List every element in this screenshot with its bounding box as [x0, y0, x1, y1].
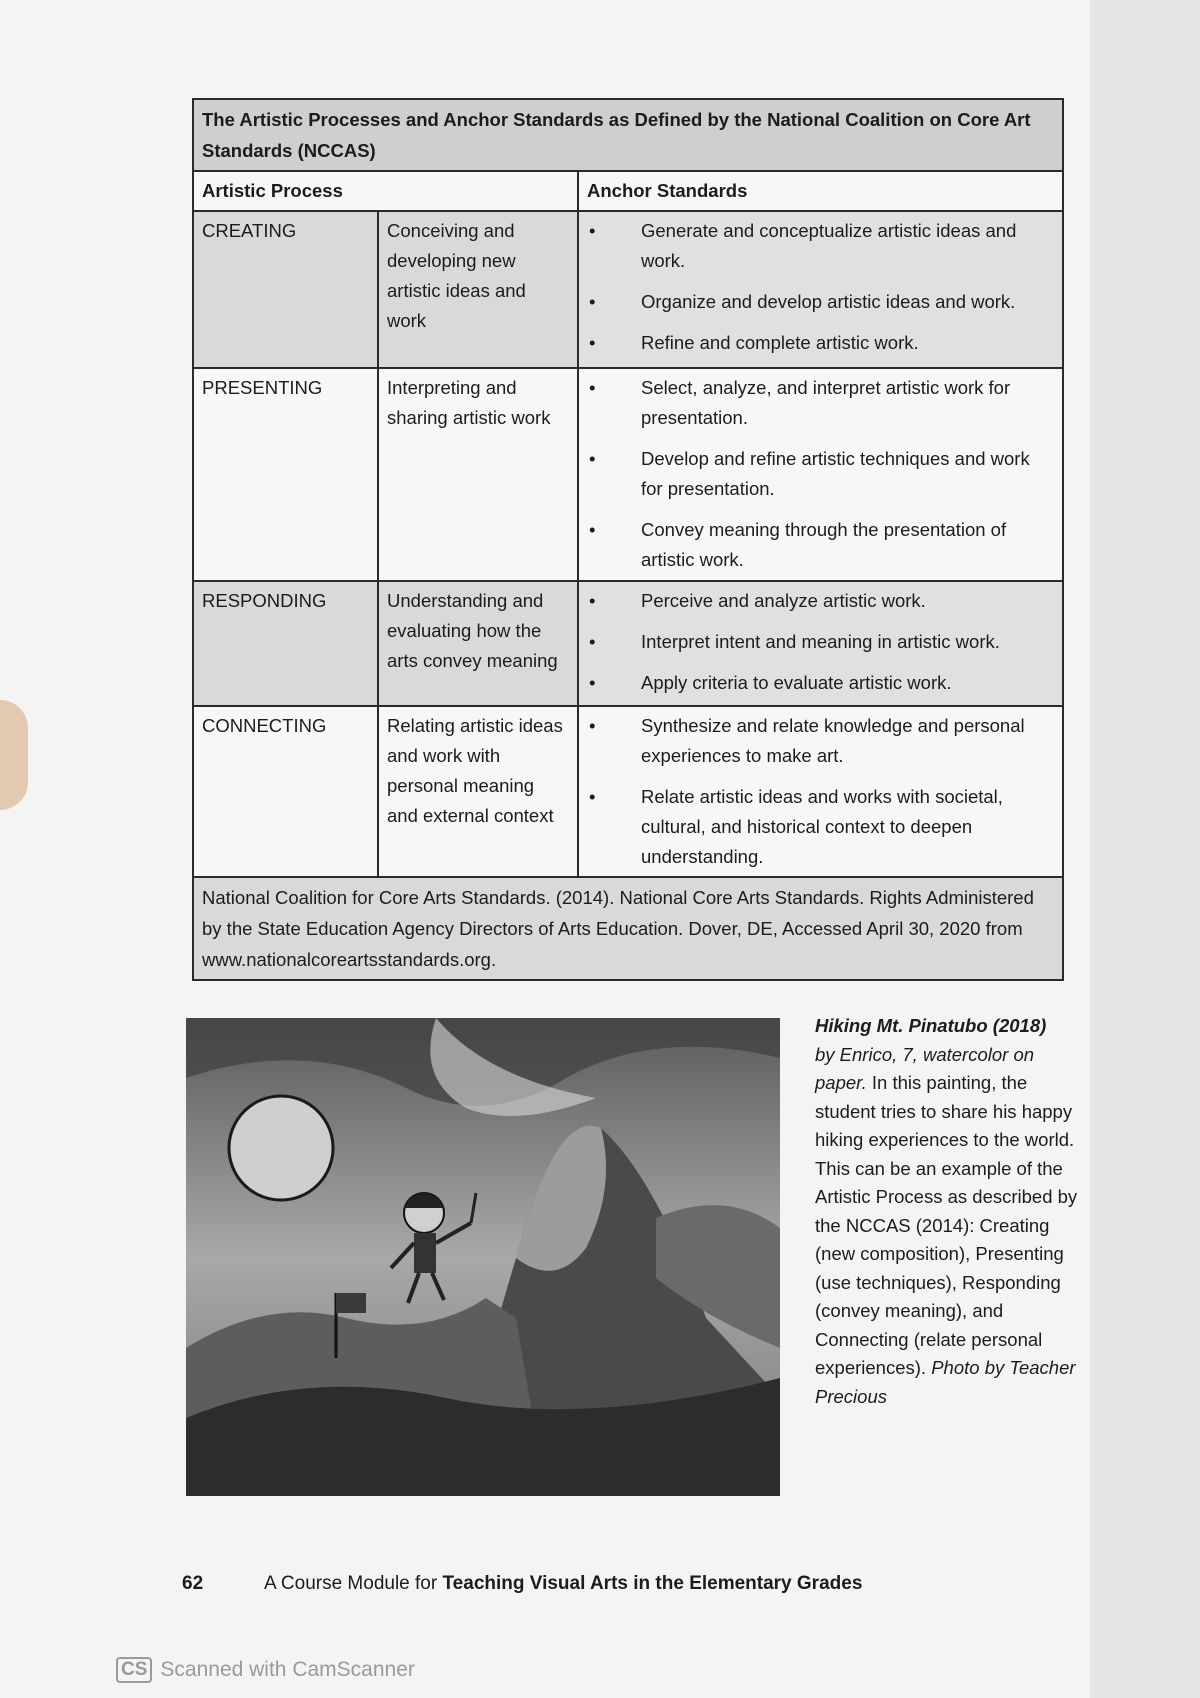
standards-cell	[578, 368, 1063, 581]
standard-item: • Perceive and analyze artistic work.	[587, 586, 1054, 616]
standard-item: • Refine and complete artistic work.	[587, 328, 1054, 358]
page-edge	[1090, 0, 1200, 1698]
header-anchor-standards: Anchor Standards	[578, 171, 1063, 211]
camscanner-watermark	[116, 1657, 415, 1683]
footer-prefix: A Course Module for	[264, 1573, 443, 1594]
footer-book-title: Teaching Visual Arts in the Elementary Grades	[442, 1573, 863, 1594]
process-description: Understanding and evaluating how the arts convey meaning	[378, 581, 578, 706]
page-footer	[182, 1573, 1082, 1595]
painting-caption	[815, 1012, 1080, 1411]
process-description: Relating artistic ideas and work with personal meaning and external context	[378, 706, 578, 877]
process-name: CONNECTING	[193, 706, 378, 877]
standard-item: • Relate artistic ideas and works with societal, cultural, and historical context to deepen understanding.	[587, 782, 1054, 872]
page-number: 62	[182, 1573, 204, 1594]
caption-title: Hiking Mt. Pinatubo (2018)	[815, 1015, 1047, 1036]
caption-photo-credit: Photo by Teacher Precious	[815, 1357, 1076, 1407]
process-description: Interpreting and sharing artistic work	[378, 368, 578, 581]
caption-body: In this painting, the student tries to share his happy hiking experiences to the world. This can be an example of the Artistic Process as described by the NCCAS (2014): Creating (new composition), Presenting (use techniques), Responding (convey meaning), and Connecting (relate personal experiences).	[815, 1072, 1078, 1378]
standard-item: • Synthesize and relate knowledge and personal experiences to make art.	[587, 711, 1054, 771]
standards-table	[192, 98, 1064, 981]
standard-item: • Develop and refine artistic techniques and work for presentation.	[587, 444, 1054, 504]
table-row	[193, 368, 1063, 581]
table-row	[193, 581, 1063, 706]
thumb	[0, 700, 28, 810]
standard-item: • Apply criteria to evaluate artistic work.	[587, 668, 1054, 698]
process-description: Conceiving and developing new artistic ideas and work	[378, 211, 578, 368]
header-artistic-process: Artistic Process	[193, 171, 578, 211]
standard-item: • Select, analyze, and interpret artistic work for presentation.	[587, 373, 1054, 433]
standard-item: • Interpret intent and meaning in artistic work.	[587, 627, 1054, 657]
camscanner-logo-icon: CS	[116, 1657, 152, 1683]
table-credit: National Coalition for Core Arts Standards. (2014). National Core Arts Standards. Rights Administered by the State Education Agency Directors of Arts Education. Dover, DE, Accessed April 30, 2020 from www.nationalcoreartsstandards.org.	[193, 877, 1063, 980]
caption-byline: by Enrico, 7, watercolor on paper.	[815, 1043, 1035, 1093]
standards-cell	[578, 581, 1063, 706]
standard-item: • Convey meaning through the presentation of artistic work.	[587, 515, 1054, 575]
standards-cell	[578, 706, 1063, 877]
process-name: PRESENTING	[193, 368, 378, 581]
process-name: RESPONDING	[193, 581, 378, 706]
standard-item: • Generate and conceptualize artistic ideas and work.	[587, 216, 1054, 276]
standards-cell	[578, 211, 1063, 368]
process-name: CREATING	[193, 211, 378, 368]
painting-image	[186, 1018, 780, 1496]
table-title: The Artistic Processes and Anchor Standards as Defined by the National Coalition on Core Art Standards (NCCAS)	[193, 99, 1063, 171]
watermark-text: Scanned with CamScanner	[160, 1658, 415, 1681]
table-row	[193, 211, 1063, 368]
table-row	[193, 706, 1063, 877]
standard-item: • Organize and develop artistic ideas and work.	[587, 287, 1054, 317]
